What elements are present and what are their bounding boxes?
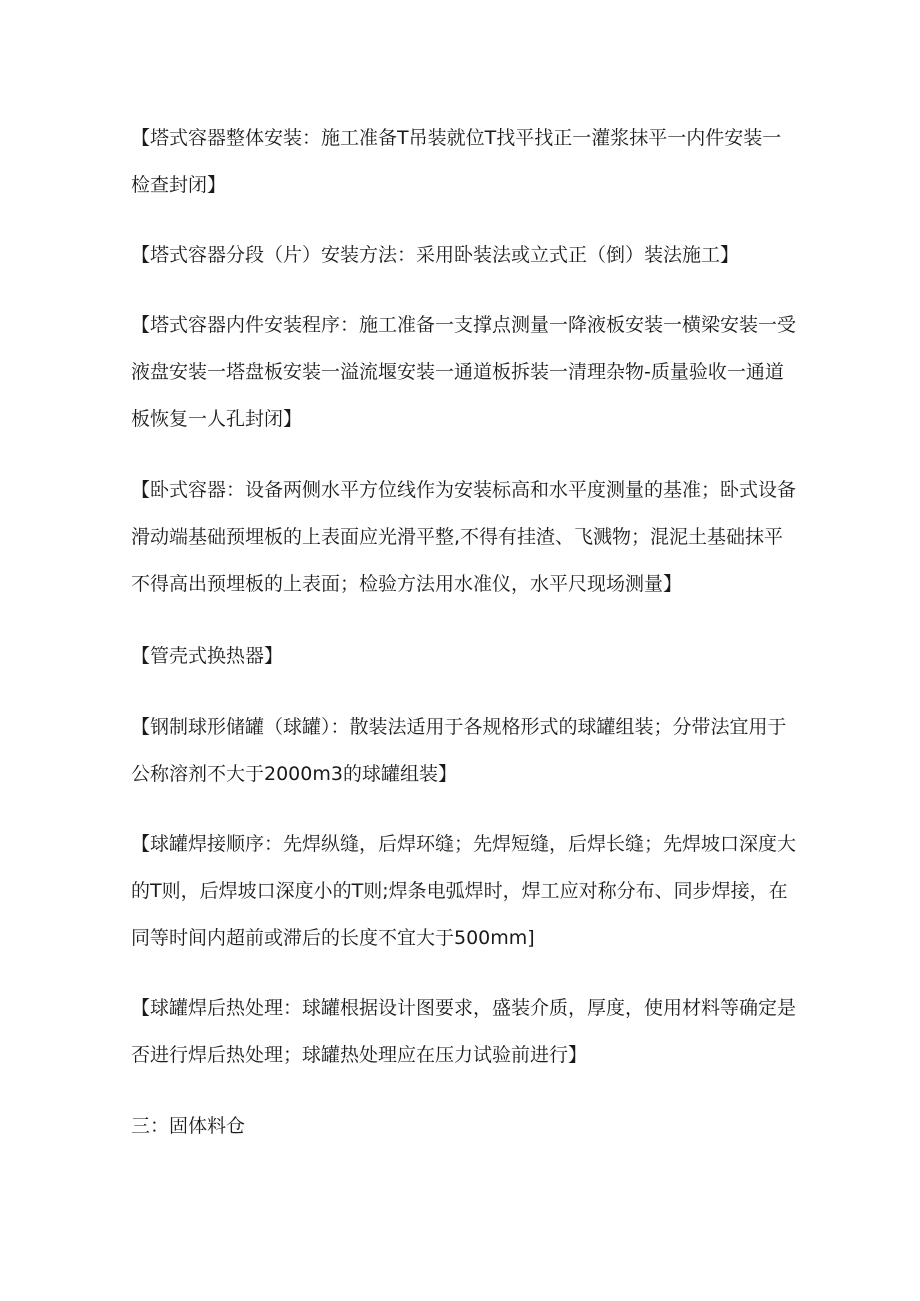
paragraph-spherical-tank-post-weld-heat-treatment: 【球罐焊后热处理：球罐根据设计图要求，盛装介质，厚度，使用材料等确定是否进行焊后热处理；球罐热处理应在压力试验前进行】 <box>131 997 797 1066</box>
paragraph-horizontal-vessel: 【卧式容器：设备两侧水平方位线作为安装标高和水平度测量的基准；卧式设备滑动端基础预埋板的上表面应光滑平整,不得有挂渣、飞溅物；混泥土基础抹平不得高出预埋板的上表面；检验方法用水准仪，水平尺现场测量】 <box>131 479 797 595</box>
paragraph-shell-tube-heat-exchanger: 【管壳式换热器】 <box>131 645 284 667</box>
paragraph-tower-vessel-segment-installation: 【塔式容器分段（片）安装方法：采用卧装法或立式正（倒）装法施工】 <box>131 244 740 266</box>
paragraph-tower-vessel-overall-installation: 【塔式容器整体安装：施工准备T吊装就位T找平找正一灌浆抹平一内件安装一检查封闭】 <box>131 127 782 196</box>
section-heading-solid-silo: 三：固体料仓 <box>131 1115 246 1137</box>
paragraph-spherical-tank: 【钢制球形储罐（球罐）：散装法适用于各规格形式的球罐组装；分带法宜用于公称溶剂不大于2000m3的球罐组装】 <box>131 716 787 785</box>
paragraph-spherical-tank-welding-sequence: 【球罐焊接顺序：先焊纵缝，后焊环缝；先焊短缝，后焊长缝；先焊坡口深度大的T则，后焊坡口深度小的T则;焊条电弧焊时，焊工应对称分布、同步焊接，在同等时间内超前或滞后的长度不宜大于500mm] <box>131 833 797 949</box>
paragraph-tower-vessel-internals-procedure: 【塔式容器内件安装程序：施工准备一支撑点测量一降液板安装一横梁安装一受液盘安装一塔盘板安装一溢流堰安装一通道板拆装一清理杂物-质量验收一通道板恢复一人孔封闭】 <box>131 314 797 430</box>
